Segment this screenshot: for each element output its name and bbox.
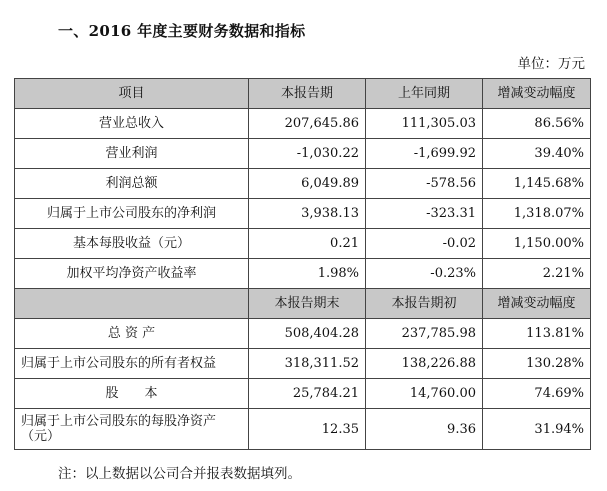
cell-change: 1,150.00% — [483, 229, 591, 259]
row-label: 总 资 产 — [15, 319, 249, 349]
cell-current: 0.21 — [249, 229, 366, 259]
table-row — [15, 379, 591, 409]
cell-prior: -0.23% — [366, 259, 483, 289]
cell-current: 1.98% — [249, 259, 366, 289]
table-row — [15, 409, 591, 450]
cell-period-start: 9.36 — [366, 409, 483, 450]
unit-label: 单位：万元 — [517, 56, 585, 72]
cell-change: 74.69% — [483, 379, 591, 409]
cell-current: 6,049.89 — [249, 169, 366, 199]
cell-change: 39.40% — [483, 139, 591, 169]
cell-prior: -323.31 — [366, 199, 483, 229]
cell-current: 207,645.86 — [249, 109, 366, 139]
table-row — [15, 349, 591, 379]
cell-period-end: 318,311.52 — [249, 349, 366, 379]
cell-period-end: 508,404.28 — [249, 319, 366, 349]
row-label: 营业总收入 — [15, 109, 249, 139]
cell-prior: -578.56 — [366, 169, 483, 199]
table-row — [15, 319, 591, 349]
column-header: 本报告期初 — [366, 289, 483, 319]
cell-prior: 111,305.03 — [366, 109, 483, 139]
cell-change: 86.56% — [483, 109, 591, 139]
table-subheader-row — [15, 289, 591, 319]
cell-prior: -1,699.92 — [366, 139, 483, 169]
cell-period-end: 25,784.21 — [249, 379, 366, 409]
row-label: 股 本 — [15, 379, 249, 409]
table-row — [15, 109, 591, 139]
cell-prior: -0.02 — [366, 229, 483, 259]
column-header: 本报告期末 — [249, 289, 366, 319]
cell-change: 130.28% — [483, 349, 591, 379]
cell-period-start: 138,226.88 — [366, 349, 483, 379]
table-header-row — [15, 79, 591, 109]
table-row — [15, 259, 591, 289]
cell-change: 31.94% — [483, 409, 591, 450]
row-label: 归属于上市公司股东的所有者权益 — [15, 349, 249, 379]
cell-change: 1,318.07% — [483, 199, 591, 229]
cell-change: 1,145.68% — [483, 169, 591, 199]
cell-current: -1,030.22 — [249, 139, 366, 169]
row-label: 利润总额 — [15, 169, 249, 199]
cell-change: 113.81% — [483, 319, 591, 349]
table-row — [15, 139, 591, 169]
cell-period-end: 12.35 — [249, 409, 366, 450]
cell-period-start: 14,760.00 — [366, 379, 483, 409]
section-heading: 一、2016 年度主要财务数据和指标 — [58, 22, 306, 40]
row-label: 营业利润 — [15, 139, 249, 169]
row-label: 归属于上市公司股东的净利润 — [15, 199, 249, 229]
column-header: 项目 — [15, 79, 249, 109]
footnote: 注：以上数据以公司合并报表数据填列。 — [58, 466, 301, 482]
financial-data-table — [14, 78, 591, 450]
column-header — [15, 289, 249, 319]
column-header: 增减变动幅度 — [483, 79, 591, 109]
row-label: 加权平均净资产收益率 — [15, 259, 249, 289]
cell-current: 3,938.13 — [249, 199, 366, 229]
row-label: 基本每股收益（元） — [15, 229, 249, 259]
table-row — [15, 199, 591, 229]
column-header: 上年同期 — [366, 79, 483, 109]
column-header: 本报告期 — [249, 79, 366, 109]
row-label: 归属于上市公司股东的每股净资产（元） — [15, 409, 249, 450]
cell-change: 2.21% — [483, 259, 591, 289]
table-row — [15, 229, 591, 259]
column-header: 增减变动幅度 — [483, 289, 591, 319]
table-row — [15, 169, 591, 199]
cell-period-start: 237,785.98 — [366, 319, 483, 349]
